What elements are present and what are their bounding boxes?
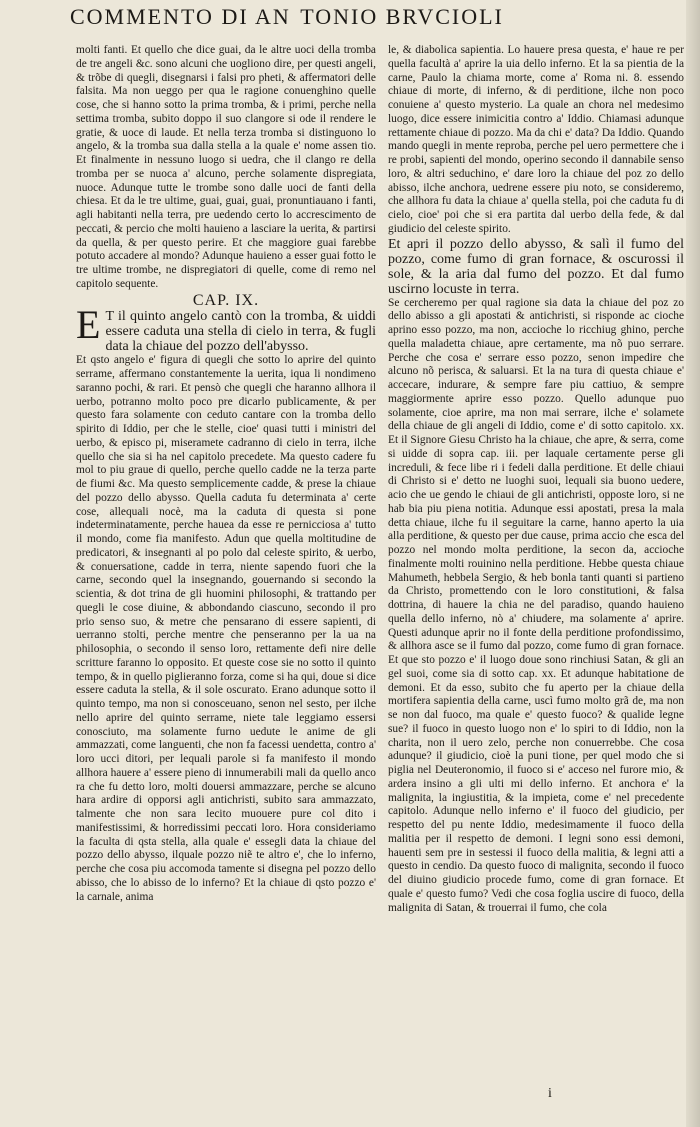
paragraph: molti fanti. Et quello che dice guai, da le altre uoci della tromba de tre angeli &c. sono alcuni che uogliono dire, per questi angeli, & trõbe di quegli, disegnarsi i falsi pro pheti, & affermatori delle falsita. Ma non ueggo per qua le ragione conuenghino quelle cose, che si hanno sotto la prima tromba, & i primi, perche nella settima tromba, subito doppo il suo clangore si ode il rendere le gratie, & uoce di laude. Et nella terza tromba si distinguono lo angelo, & la tromba sua dalla stella a la quale e' nome assen tio. Et finalmente in nessuno luogo si uedra, che il clango re della tromba per se nuoca a' alcuno, perche solamente dispregiata, nuoce. Adunque tutte le trombe sono dalle uoci de fanti della chiesa. Et da le tre ultime, guai, guai, guai, pronuntiauano i fanti, agli habitanti nella terra, pre uedendo certo lo accrescimento de peccati, & percio che molti hauieno a lasciare la uerita, & partirsi da quella, & per questo perire. Et che maggiore guai farebbe potuto accadere al mondo? Adunque hauieno a esser guai fotto le tre ultime trombe, ne dispregiatori di quelle, come di remo nel capitolo sequente. [76,44,376,290]
page-edge-shadow [686,0,700,1127]
verse-paragraph [76,302,376,355]
running-header-right: TONIO BRVCIOLI [300,4,504,29]
verse-paragraph: Et apri il pozzo dello abysso, & salì il fumo del pozzo, come fumo di gran fornace, & oscurossi il sole, & la aria dal fumo del pozzo. Et dal fumo uscirno locuste in terra. [388,236,684,297]
chapter-heading: CAP. IX. [192,291,260,309]
paragraph: Se cercheremo per qual ragione sia data la chiaue del poz zo dello abisso a gli apostati & antichristi, si risponde ac cioche aprino esso pozzo, ma non, accioche lo ricchiug ghino, perche quella maladetta chiaue, apre certamente, ma nõ puo serrare. Perche che cosa e' serrare esso pozzo, senon impedire che alcuno nõ perisca, & saluarsi. Et la na tura di questa chiaue e' accecare, indurare, & sempre fare piu cattiuo, & sempre maggiormente aprire esso pozzo. Quello adunque puo solamente, cioe aprire, ma non mai serrare, ilche e' solamete della chiaue de gli angeli di Iddio, come e' di sotto capitolo. xx. Et il Signore Giesu Christo ha la chiaue, che apre, & serra, come si uidde di sopra cap. iii. per laquale certamente perse gli increduli, & fece libe ri i fedeli dalla perditione. Et delle chiaui di Christo si e' detto ne luoghi suoi, lequali sia buono uedere, acio che ue gendo le chiaui de gli antichristi, opposte loro, si ne hab bia piu piena notitia. Adunque essi apostati, presa la mala detta chiaue, ilche fu il seguitare la carne, hanno aperto la uia alla perditione, & questo per due cause, prima accio che esca del pozzo nel mondo molta perditione, la secon da, accioche finalmente molti rouinino nella perditione. Hebbe questa chiaue Mahumeth, hebbela Sergio, & heb bonla tanti quanti si partieno da Christo, promettendo con le loro constitutioni, & falsa dottrina, di hauere la chia ne del paradiso, quando hauieno quella dello inferno, nò a' chiudere, ma solamente a' aprire. Questi adunque aprir no il fonte della perditione profondissimo, & allhora asce se il fumo dal pozzo, come fumo di gran fornace. Et que sto pozzo e' il luogo doue sono rinchiusi Satan, & gli an gel suoi, come sia di sotto cap. xx. Et adunque habitatione de demoni. Et da esso, subito che fu aperto per la chiaue della mortifera sapientia della carne, uscì fumo molto grã de, ma non se non dal fuoco, ma quale e' questo fuoco? & qualide legne sue? il fuoco in questo luogo non e' lo spiri to di Iddio, non la charita, non il uero zelo, perche non conuerrebbe. Che cosa adunque? il giudicio, cioè la puni tione, per quel modo che si piglia nel Deuteronomio, il fuoco si e' acceso nel furore mio, & ardera insino a gli ulti mi dello inferno. Et anchora e' la malignita, la ingiustitia, & la impieta, come e' nel precedente capitolo. Adunque nello inferno e' il fuoco del giudicio, per respetto del pu nente Iddio, medesimamente il fuoco della malitia per il respetto de demoni. I legni sono essi demoni, hauenti sem pre in sestessi il fuoco della malitia, & legni atti a questo in cendio. Da questo fuoco di malignita, secondo il fuoco del diuino giudicio procede fumo, come di gran fornace. Et quale e' questo fumo? Vedi che cosa foglia uscire di fuoco, della malignita di Satan, & trouerrai il fumo, che cola [388,296,684,914]
paragraph: le, & diabolica sapientia. Lo hauere presa questa, e' haue re per quella facultà a' aprire la uia dello inferno. Et la sa pientia de la carne, Paulo la chiama morte, come a' Roma ni. 8. essendo chiaue di morte, di inferno, & di perditione, ilche non poco conuiene a' questo mysterio. La quale an chora nel medesimo luogo, dice essere inimicitia contro a' Iddio. Chiamasi adunque rettamente chiaue di pozzo. Ma da chi e' data? Da Iddio. Quando mando quegli in mente reproba, perche pel uero permettere che i re probi, sapienti del mondo, operino secondo il dannabile senso loro, & altri seduchino, e' dare loro la chiaue del poz zo dello abisso, ilche anchora, uedrene essere piu noto, se consideremo, che allhora fu data la chiaue a' quella stella, poi che caduta fu di cielo, cioe' poi che si era partita dal uerbo della fede, & dal giudicio del celeste spirito. [388,44,684,235]
verse-text: T il quinto angelo cantò con la tromba, & uiddi essere caduta una stella di cielo in terra, & fugli data la chiaue del pozzo dell'abysso. [105,309,376,355]
left-column [76,44,376,1104]
paragraph: Et qsto angelo e' figura di quegli che sotto lo aprire del quinto serrame, affermano constantemente la uerita, iqua li nondimeno saranno pochi, & rari. Et pensò che quegli che haranno allhora il uerbo, potranno molto poco pre dicarlo publicamente, & per questo fara solamente con ceduto cantare con la tromba dello spirito di Iddio, per che le stelle, cioe' quasi tutti i ministri del uerbo, & episco pi, miseramete cadranno di cielo in terra, ilche quello che sia si ha nel capitolo precedete. Ma questo cadere fu mol to piu graue di quello, perche quello cadde ne la terza parte de fiumi &c. Ma questo semplicemente cadde, & prese la chiaue del pozzo dello abysso. Quella caduta fu determinata a' certe cose, allequali nocè, ma la caduta di questa si pone indeterminatamente, perche hauea da esse re pernicciosa a' tutto il mondo, come fia manifesto. Adun que quella moltitudine de predicatori, & insegnanti al po polo dal celeste spirito, & uerbo, & conuersatione, cadde in terra, niente sapendo fuori che la carne, secondo quel la insegnando, gouernando si secondo la scientia, & dot trina de gli huomini philosophi, & trattando per quegli le cose diuine, & abbondando ciascuno, secondo il pro prio senso suo, & metre che pensarano di essere sapienti, di uerranno stolti, perche mentre che penseranno per la ua na philosophia, o secondo il senso loro, rettamente defi nire delle scritture faranno lo opposito. Et queste cose sie no sotto il quinto tempo, & in quello piglieranno forza, come si ha qui, doue si dice essere caduta la stella, & il sole oscurato. Erano adunque sotto il quinto tempo, ma non si conosceuano, senon nel sesto, per ilche nello aprire del quinto serrame, niete tale leggiamo essersi conosciuto, ma solamente furno uedute le anime de gli ammazzati, come languenti, che non fa facessi uendetta, contro a' loro ucci ditori, per lequali parole si fa manifesto il mondo allhora hauere a' essere pieno di innumerabili mali da quello anco ra che fu detto loro, molti douersi ammazzare, perche se alcuno hara ardire di opporsi agli antichristi, subito sara ammazzato, talmente che non sara lecito muouere pure col dito i manifestissimi, & horredissimi peccati loro. Hora consideriamo la faculta di qsta stella, alla quale e' essegli data la chiaue del pozzo dello abysso, ilquale pozzo niẽ te altro e', che lo inferno, perche che cosa piu accomoda tamente si disegna pel pozzo dello abisso, che lo abisso de lo inferno? Et la chiaue di qsto pozzo e' la carnale, anima [76,354,376,903]
running-header [70,4,690,30]
drop-cap: E [76,302,101,348]
right-column [388,44,684,1104]
signature-mark: i [548,1086,552,1101]
running-header-left: COMMENTO DI AN [70,4,291,29]
